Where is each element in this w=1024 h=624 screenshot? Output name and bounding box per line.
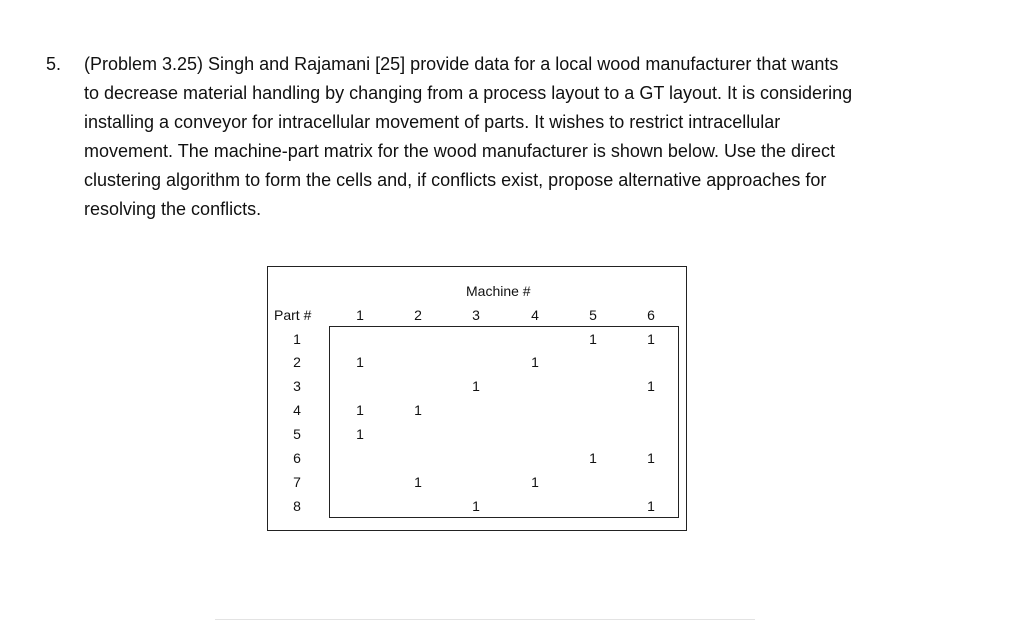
matrix-cell: 1 (414, 402, 422, 418)
matrix-cell: 1 (589, 331, 597, 347)
matrix-cell: 1 (414, 474, 422, 490)
problem-line: resolving the conflicts. (84, 199, 262, 219)
problem-line: to decrease material handling by changing from a process layout to a GT layout. It is considering (84, 83, 853, 103)
part-row-label: 7 (293, 474, 301, 490)
matrix-cell: 1 (472, 498, 480, 514)
part-row-label: 1 (293, 331, 301, 347)
problem-line: installing a conveyor for intracellular movement of parts. It wishes to restrict intracellular (84, 112, 781, 132)
machine-header: Machine # (466, 283, 531, 299)
matrix-cell: 1 (356, 402, 364, 418)
problem-line: movement. The machine-part matrix for the wood manufacturer is shown below. Use the direct (84, 141, 836, 161)
part-row-label: 3 (293, 378, 301, 394)
part-row-label: 2 (293, 354, 301, 370)
matrix-cell: 1 (647, 498, 655, 514)
matrix-cell: 1 (356, 354, 364, 370)
matrix-cell: 1 (356, 426, 364, 442)
part-row-label: 5 (293, 426, 301, 442)
problem-number: 5. (46, 54, 62, 74)
matrix-cell: 1 (647, 331, 655, 347)
matrix-cell: 1 (589, 450, 597, 466)
machine-column-header: 5 (589, 307, 597, 323)
machine-column-header: 1 (356, 307, 364, 323)
part-row-label: 6 (293, 450, 301, 466)
divider (215, 619, 755, 620)
machine-column-header: 2 (414, 307, 422, 323)
matrix-cell: 1 (647, 450, 655, 466)
problem-line: (Problem 3.25) Singh and Rajamani [25] provide data for a local wood manufacturer that wants (84, 54, 839, 74)
problem-statement (84, 50, 954, 224)
part-row-label: 4 (293, 402, 301, 418)
machine-column-header: 6 (647, 307, 655, 323)
machine-column-header: 3 (472, 307, 480, 323)
matrix-cell: 1 (531, 354, 539, 370)
machine-part-matrix-inner-box (329, 326, 679, 518)
part-row-label: 8 (293, 498, 301, 514)
problem-line: clustering algorithm to form the cells and, if conflicts exist, propose alternative approaches for (84, 170, 827, 190)
part-header: Part # (274, 307, 312, 323)
machine-column-header: 4 (531, 307, 539, 323)
matrix-cell: 1 (531, 474, 539, 490)
matrix-cell: 1 (647, 378, 655, 394)
matrix-cell: 1 (472, 378, 480, 394)
